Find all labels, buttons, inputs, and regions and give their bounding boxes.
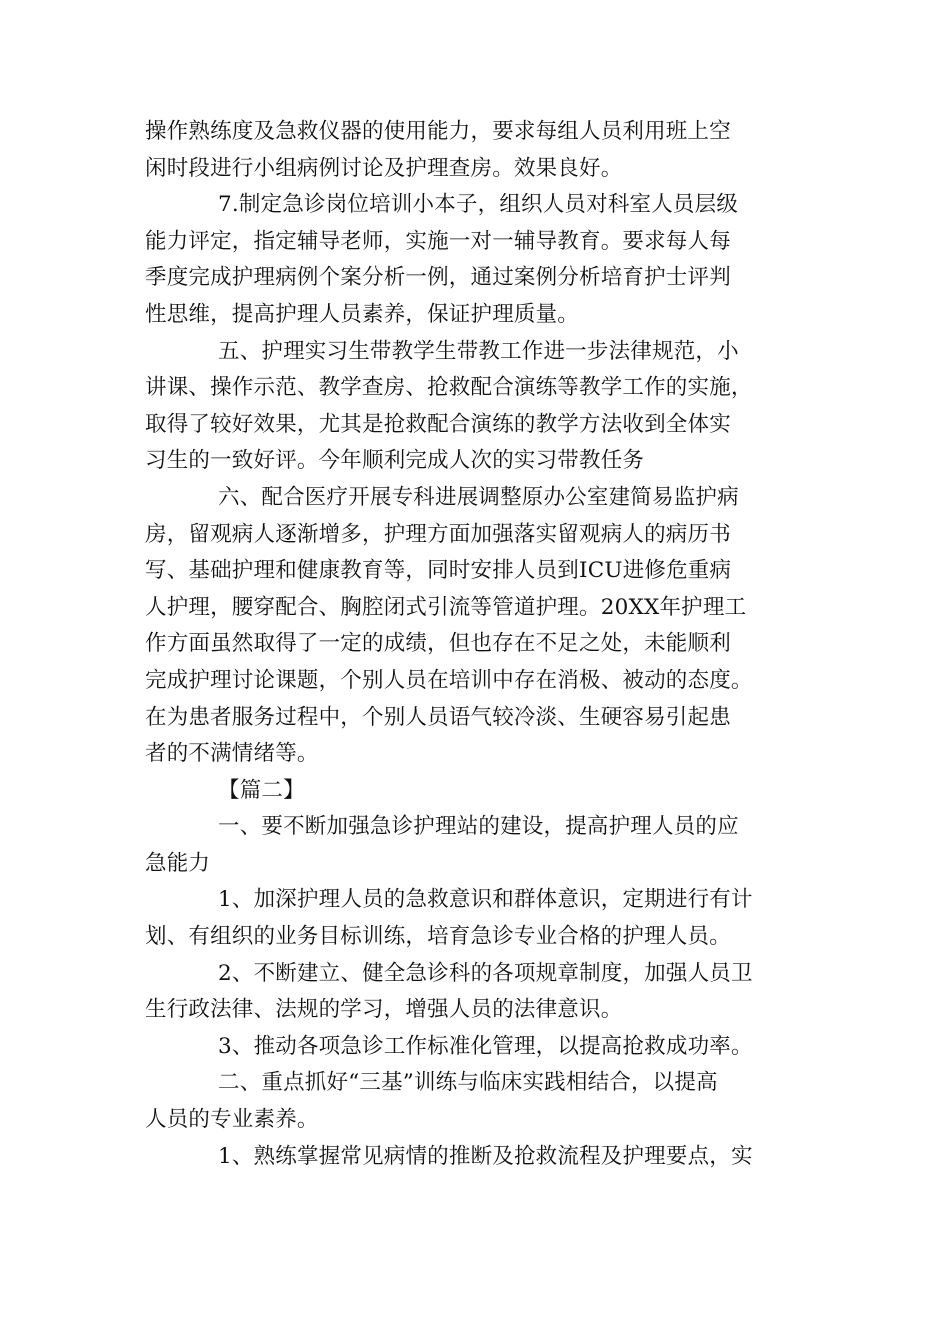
text-line: 人护理，腰穿配合、胸腔闭式引流等管道护理。20XX年护理工 xyxy=(145,594,747,620)
text-line: 3、推动各项急诊工作标准化管理，以提高抢救成功率。 xyxy=(218,1033,753,1059)
text-line: 季度完成护理病例个案分析一例，通过案例分析培育护士评判 xyxy=(145,265,731,291)
paragraph xyxy=(145,956,805,1029)
text-line: 操作熟练度及急救仪器的使用能力，要求每组人员利用班上空 xyxy=(145,119,731,144)
text-line: 生行政法律、法规的学习，增强人员的法律意识。 xyxy=(145,997,623,1023)
text-line: 作方面虽然取得了一定的成绩，但也存在不足之处，未能顺利 xyxy=(145,631,731,657)
paragraph xyxy=(145,773,805,810)
text-line: 完成护理讨论课题，个别人员在培训中存在消极、被动的态度。 xyxy=(145,667,753,693)
text-line: 一、要不断加强急诊护理站的建设，提高护理人员的应 xyxy=(218,814,739,840)
paragraph xyxy=(145,809,805,882)
text-line: 1、加深护理人员的急救意识和群体意识，定期进行有计 xyxy=(218,887,753,913)
text-line: 在为患者服务过程中，个别人员语气较冷淡、生硬容易引起患 xyxy=(145,704,731,730)
paragraph xyxy=(145,114,805,187)
paragraph xyxy=(145,1139,805,1176)
text-line: 【篇二】 xyxy=(218,777,305,803)
text-line: 者的不满情绪等。 xyxy=(145,741,319,767)
text-line: 闲时段进行小组病例讨论及护理查房。效果良好。 xyxy=(145,155,623,181)
text-line: 五、护理实习生带教学生带教工作进一步法律规范，小 xyxy=(218,338,739,364)
text-line: 讲课、操作示范、教学查房、抢救配合演练等教学工作的实施， xyxy=(145,375,753,401)
paragraph xyxy=(145,334,805,480)
paragraph xyxy=(145,1065,805,1138)
text-line: 取得了较好效果，尤其是抢救配合演练的教学方法收到全体实 xyxy=(145,411,731,437)
paragraph xyxy=(145,1029,805,1066)
text-line: 人员的专业素养。 xyxy=(145,1107,319,1133)
text-line: 急能力 xyxy=(145,850,211,876)
text-line: 六、配合医疗开展专科进展调整原办公室建简易监护病 xyxy=(218,484,739,510)
text-line: 房，留观病人逐渐增多，护理方面加强落实留观病人的病历书 xyxy=(145,521,731,547)
text-line: 2、不断建立、健全急诊科的各项规章制度，加强人员卫 xyxy=(218,960,753,986)
text-line: 习生的一致好评。今年顺利完成人次的实习带教任务 xyxy=(145,448,645,474)
text-line: 二、重点抓好“三基”训练与临床实践相结合，以提高 xyxy=(218,1070,718,1096)
text-line: 性思维，提高护理人员素养，保证护理质量。 xyxy=(145,301,580,327)
paragraph xyxy=(145,882,805,955)
text-line: 能力评定，指定辅导老师，实施一对一辅导教育。要求每人每 xyxy=(145,228,731,254)
text-line: 1、熟练掌握常见病情的推断及抢救流程及护理要点，实 xyxy=(218,1143,753,1169)
text-line: 7.制定急诊岗位培训小本子，组织人员对科室人员层级 xyxy=(218,192,739,218)
paragraph xyxy=(145,480,805,773)
text-line: 写、基础护理和健康教育等，同时安排人员到ICU进修危重病 xyxy=(145,558,732,584)
paragraph xyxy=(145,187,805,333)
text-line: 划、有组织的业务目标训练，培育急诊专业合格的护理人员。 xyxy=(145,924,731,950)
document-body xyxy=(145,114,805,1175)
